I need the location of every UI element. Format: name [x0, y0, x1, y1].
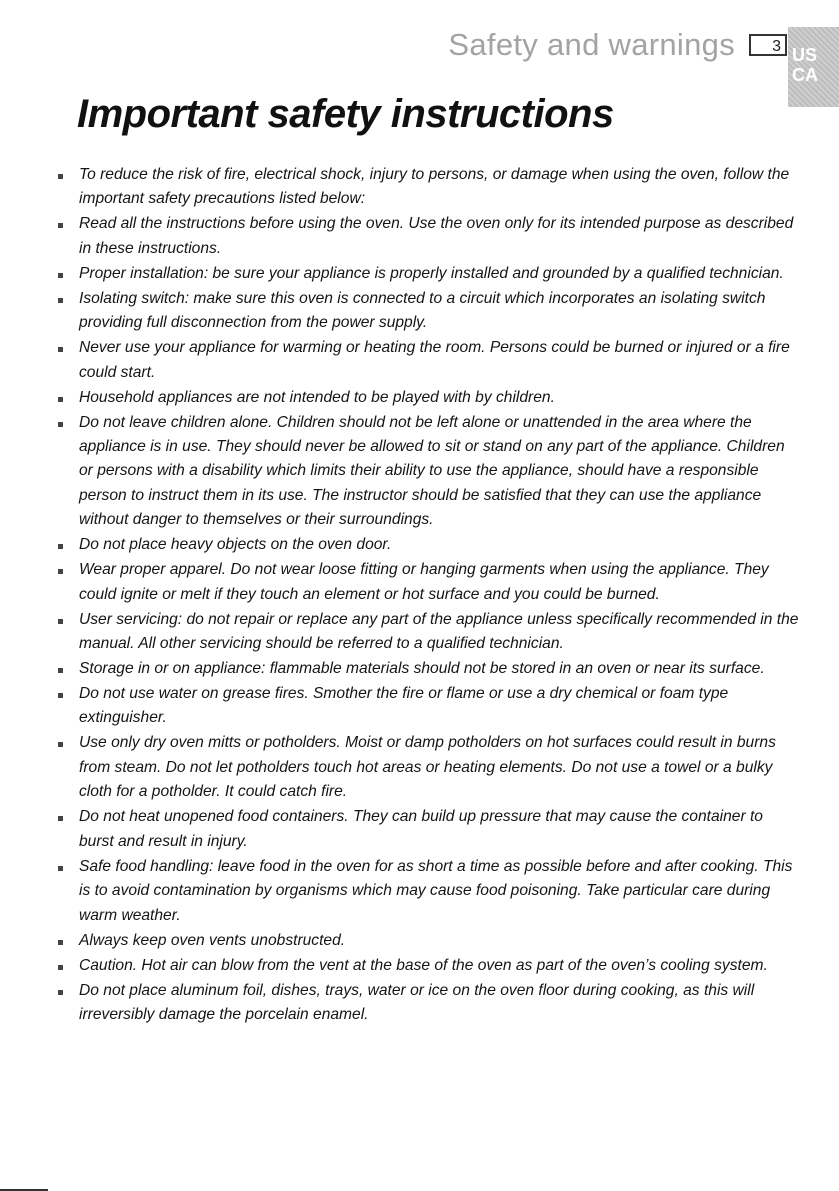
bullet-icon: [58, 273, 63, 278]
instruction-text: Always keep oven vents unobstructed.: [79, 931, 346, 949]
instruction-item: [0, 287, 839, 336]
bullet-icon: [58, 619, 63, 624]
bullet-icon: [58, 347, 63, 352]
instruction-item: [0, 954, 839, 978]
instruction-text: Proper installation: be sure your appliance is properly installed and grounded by a qualified technician.: [79, 264, 784, 282]
instruction-text: Isolating switch: make sure this oven is connected to a circuit which incorporates an isolating switch providing full disconnection from the power supply.: [79, 289, 766, 332]
instruction-item: [0, 608, 839, 657]
instruction-text: Do not heat unopened food containers. They can build up pressure that may cause the container to burst and result in injury.: [79, 808, 763, 850]
instruction-item: [0, 929, 839, 953]
instruction-text: Use only dry oven mitts or potholders. Moist or damp potholders on hot surfaces could result in burns from steam. Do not let potholders touch hot areas or heating elements. Do not use a towel or a bulky cloth for a potholder. It could catch fire.: [79, 734, 776, 801]
instruction-item: [0, 682, 839, 731]
bullet-icon: [58, 990, 63, 995]
instruction-text: Storage in or on appliance: flammable materials should not be stored in an oven or near its surface.: [79, 660, 765, 678]
bullet-icon: [58, 544, 63, 549]
page-number: 3: [749, 34, 787, 56]
bullet-icon: [58, 569, 63, 574]
instruction-text: Never use your appliance for warming or heating the room. Persons could be burned or injured or a fire could start.: [79, 339, 790, 381]
page-heading: Important safety instructions: [77, 92, 614, 136]
instruction-item: [0, 855, 839, 928]
bullet-icon: [58, 742, 63, 747]
instruction-item: [0, 979, 839, 1028]
instruction-item: [0, 731, 839, 804]
bullet-icon: [58, 816, 63, 821]
instruction-text: Household appliances are not intended to be played with by children.: [79, 388, 555, 406]
instruction-item: [0, 163, 839, 212]
instruction-item: [0, 212, 839, 261]
instruction-text: To reduce the risk of fire, electrical shock, injury to persons, or damage when using the oven, follow the important safety precautions listed below:: [79, 166, 790, 208]
bullet-icon: [58, 866, 63, 871]
region-tab: [788, 27, 839, 107]
instruction-text: Safe food handling: leave food in the oven for as short a time as possible before and after cooking. This is to avoid contamination by organisms which may cause food poisoning. Take particular care during warm weather.: [79, 857, 793, 924]
bullet-icon: [58, 174, 63, 179]
region-label-us: US: [792, 45, 818, 65]
instruction-item: [0, 262, 839, 286]
instruction-text: Wear proper apparel. Do not wear loose fitting or hanging garments when using the appliance. They could ignite or melt if they touch an element or hot surface and you could be burned.: [79, 561, 769, 603]
bullet-icon: [58, 940, 63, 945]
bullet-icon: [58, 668, 63, 673]
bullet-icon: [58, 965, 63, 970]
instruction-item: [0, 411, 839, 533]
safety-instruction-list: [0, 163, 839, 1028]
instruction-item: [0, 336, 839, 385]
instruction-item: [0, 386, 839, 410]
instruction-text: User servicing: do not repair or replace any part of the appliance unless specifically recommended in the manual. All other servicing should be referred to a qualified technician.: [79, 610, 799, 653]
instruction-item: [0, 558, 839, 607]
instruction-text: Do not place heavy objects on the oven door.: [79, 536, 392, 554]
region-label-ca: CA: [792, 65, 818, 85]
bullet-icon: [58, 298, 63, 303]
instruction-text: Read all the instructions before using the oven. Use the oven only for its intended purpose as described in these instructions.: [79, 215, 794, 257]
section-title: Safety and warnings: [448, 27, 735, 62]
bullet-icon: [58, 422, 63, 427]
bullet-icon: [58, 223, 63, 228]
bullet-icon: [58, 397, 63, 402]
instruction-text: Do not use water on grease fires. Smother the fire or flame or use a dry chemical or foam type extinguisher.: [79, 685, 729, 727]
instruction-text: Caution. Hot air can blow from the vent at the base of the oven as part of the oven’s cooling system.: [79, 956, 768, 974]
instruction-item: [0, 533, 839, 557]
instruction-text: Do not place aluminum foil, dishes, trays, water or ice on the oven floor during cooking, as this will irreversibly damage the porcelain enamel.: [79, 981, 755, 1023]
instruction-item: [0, 805, 839, 854]
instruction-item: [0, 657, 839, 681]
bullet-icon: [58, 693, 63, 698]
instruction-text: Do not leave children alone. Children should not be left alone or unattended in the area where the appliance is in use. They should never be allowed to sit or stand on any part of the appliance. Children or persons with a disability which limits their ability to use the appliance, should have a responsible person to instruct them in its use. The instructor should be satisfied that they can use the appliance without danger to themselves or their surroundings.: [79, 413, 785, 529]
